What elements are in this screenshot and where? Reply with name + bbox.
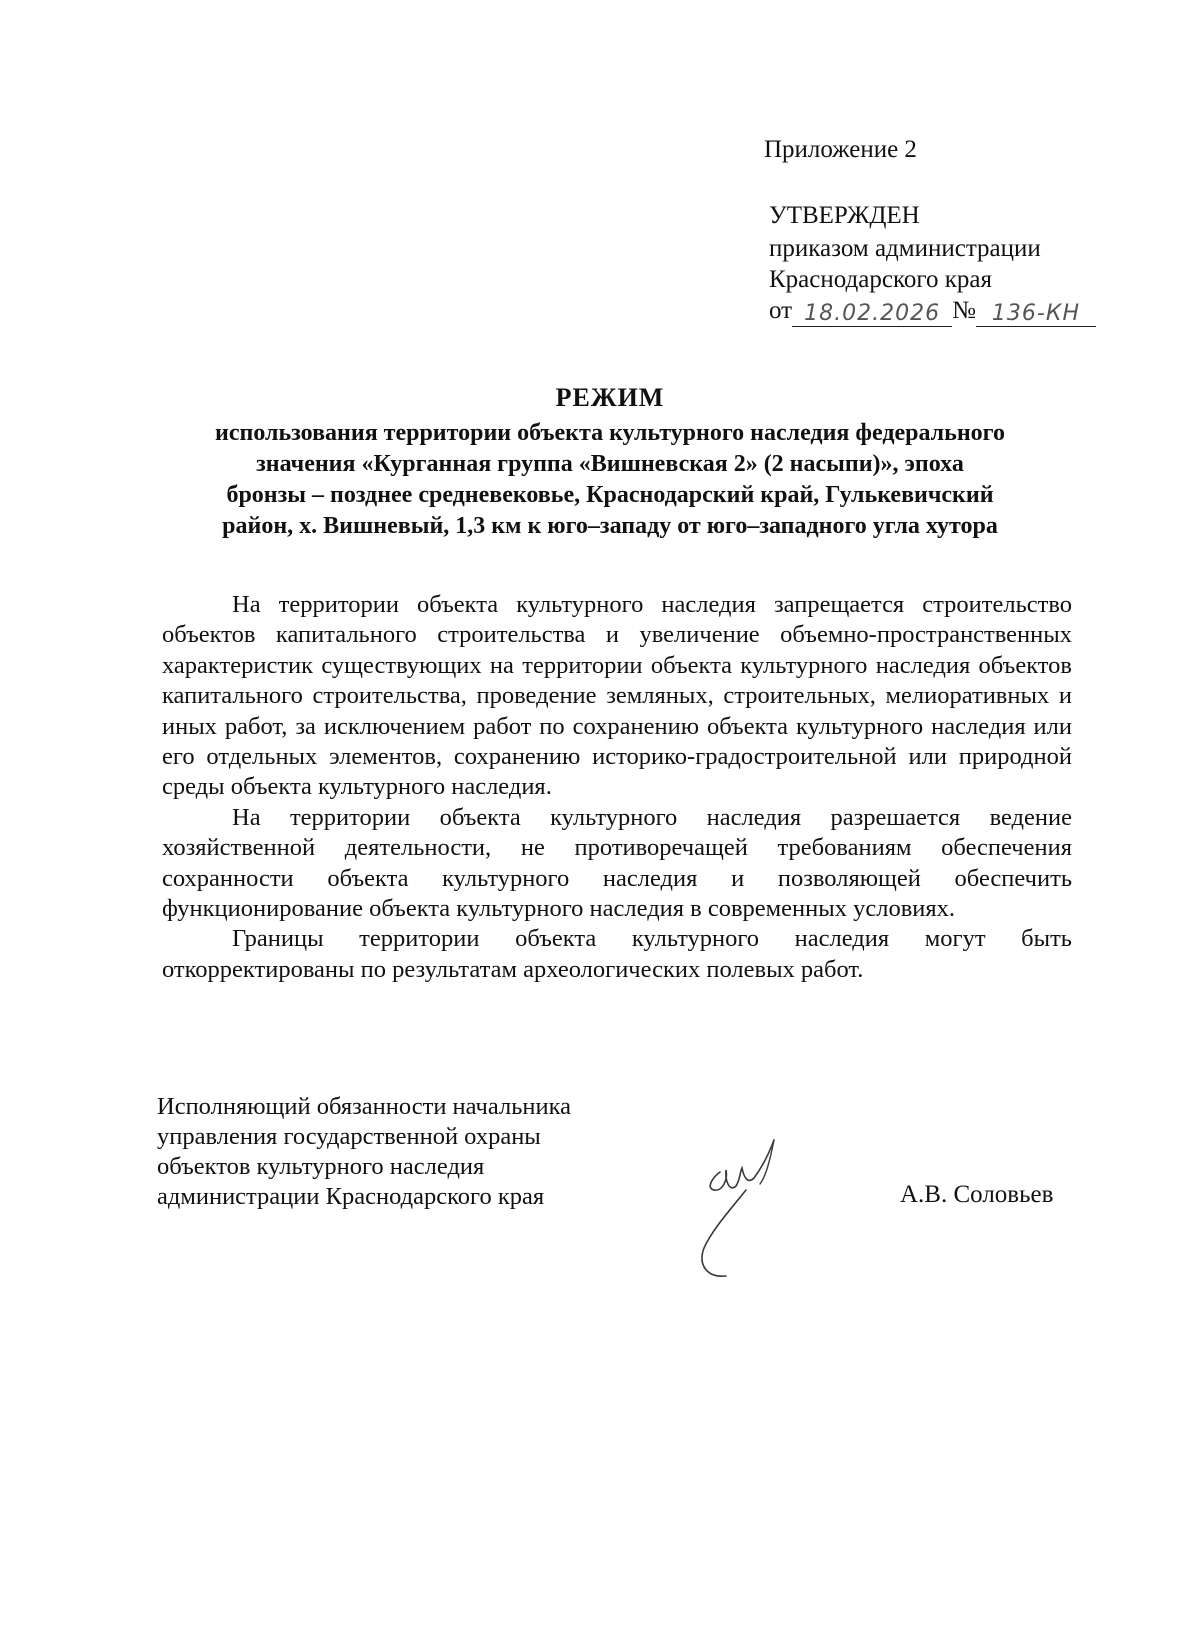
- approved-by-line-1: приказом администрации: [769, 235, 1041, 262]
- order-number-handwritten: 136-КН: [976, 302, 1096, 327]
- subtitle-line-1: использования территории объекта культурного наследия федерального: [215, 420, 1005, 446]
- body-paragraph-1: На территории объекта культурного наследия запрещается строительство объектов капитального строительства и увеличение объемно-пространственных характеристик существующих на территории объекта культурного наследия объектов капитального строительства, проведение земляных, строительных, мелиоративных и иных работ, за исключением работ по сохранению объекта культурного наследия или его отдельных элементов, сохранению историко-градостроительной или природной среды объекта культурного наследия.: [162, 591, 1072, 801]
- document-subtitle: [150, 418, 1070, 542]
- body-paragraph-2: На территории объекта культурного наследия разрешается ведение хозяйственной деятельности, не противоречащей требованиям обеспечения сохранности объекта культурного наследия и позволяющей обеспечить функционирование объекта культурного наследия в современных условиях.: [162, 803, 1072, 923]
- subtitle-line-2: значения «Курганная группа «Вишневская 2» (2 насыпи)», эпоха: [256, 451, 964, 477]
- number-prefix: №: [952, 297, 976, 324]
- document-title: РЕЖИМ: [555, 383, 665, 412]
- approved-heading: УТВЕРЖДЕН: [769, 202, 920, 229]
- subtitle-line-3: бронзы – позднее средневековье, Краснодарский край, Гулькевичский: [226, 482, 994, 508]
- document-title-block: [150, 380, 1070, 542]
- body-paragraph-3: Границы территории объекта культурного наследия могут быть откорректированы по результатам археологических полевых работ.: [162, 925, 1072, 983]
- signatory-position: [157, 1092, 571, 1212]
- order-date-line: [769, 295, 1096, 329]
- signatory-position-line-2: управления государственной охраны: [157, 1123, 541, 1150]
- signatory-position-line-3: объектов культурного наследия: [157, 1153, 485, 1180]
- appendix-label: Приложение 2: [764, 136, 917, 163]
- handwritten-signature: [690, 1130, 800, 1290]
- document-body: [162, 590, 1072, 985]
- subtitle-line-4: район, х. Вишневый, 1,3 км к юго–западу от юго–западного угла хутора: [222, 513, 998, 539]
- approved-by-line-2: Краснодарского края: [769, 266, 992, 293]
- date-prefix: от: [769, 297, 793, 324]
- signatory-name: А.В. Соловьев: [900, 1181, 1054, 1208]
- order-date-handwritten: 18.02.2026: [792, 302, 952, 327]
- signatory-position-line-1: Исполняющий обязанности начальника: [157, 1093, 571, 1120]
- approval-block: [769, 200, 1096, 329]
- signatory-position-line-4: администрации Краснодарского края: [157, 1183, 545, 1210]
